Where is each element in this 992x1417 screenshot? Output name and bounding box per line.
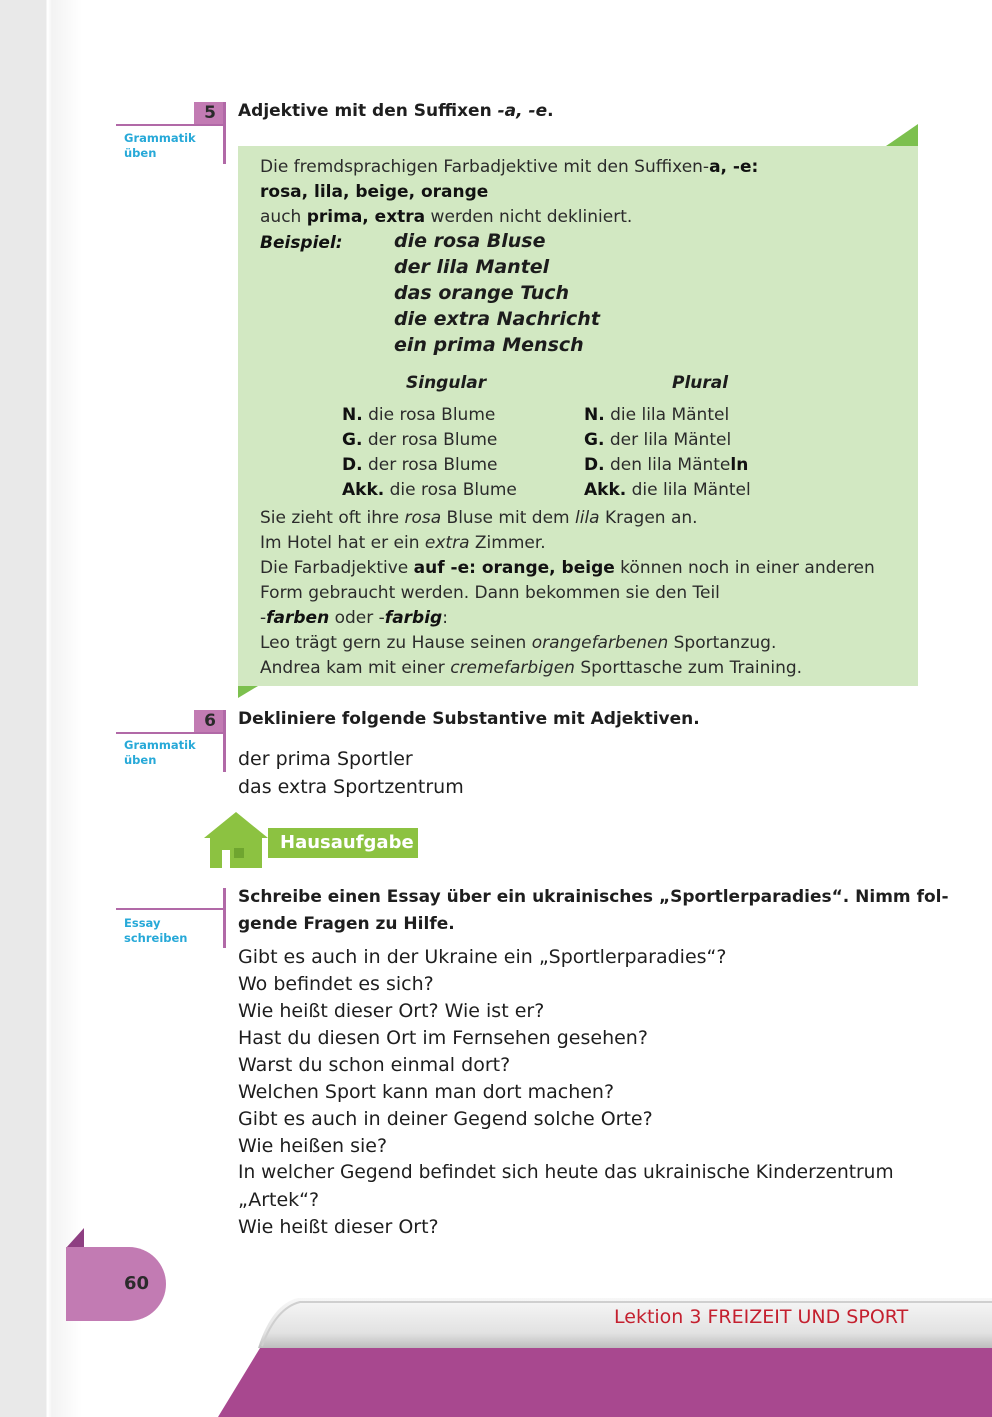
homework-banner: Hausaufgabe [268,828,418,858]
side-label-line1: Grammatik [124,738,196,752]
text: Kragen an. [599,508,698,528]
case-label: Akk. [342,480,385,500]
homework-question: Wie heißen sie? [238,1135,388,1157]
example-item: das orange Tuch [394,282,570,304]
text: Bluse mit dem [441,508,575,528]
bold-italic-text: farbig [384,608,443,628]
bold-text: prima, extra [306,207,426,227]
bold-italic-text: farben [266,608,330,628]
case-label: G. [342,430,363,450]
homework-question: Warst du schon einmal dort? [238,1054,511,1076]
example-item: die extra Nachricht [394,308,600,330]
homework-question: Welchen Sport kann man dort machen? [238,1081,615,1103]
italic-text: cremefarbigen [450,658,575,678]
case-text: der lila Mäntel [604,430,732,450]
case-label: Akk. [584,480,627,500]
case-label: D. [584,455,605,475]
case-text: der rosa Blume [362,455,498,475]
italic-text: lila [575,508,600,528]
bold-text: rosa, lila, beige, orange [260,182,489,202]
text: auch [260,207,307,227]
case-label: N. [584,405,605,425]
italic-text: rosa [404,508,442,528]
example-item: ein prima Mensch [394,334,584,356]
text: Sporttasche zum Training. [574,658,803,678]
text: Leo trägt gern zu Hause seinen [260,633,532,653]
exercise-6-item: das extra Sportzentrum [238,776,464,798]
text: werden nicht dekliniert. [425,207,633,227]
exercise-5-number: 5 [194,102,226,124]
title-suffixes: -a, -e [497,101,548,121]
text: - [260,608,267,628]
box-sentence-4: Form gebraucht werden. Dann bekommen sie den Teil [260,583,720,603]
bold-text: auf -e: orange, beige [413,558,615,578]
exercise-6-number: 6 [194,710,226,732]
italic-text: extra [424,533,470,553]
bold-ending: ln [730,455,749,475]
case-text: die rosa Blume [362,405,496,425]
text: : [442,608,448,628]
homework-question: Gibt es auch in der Ukraine ein „Sportlerparadies“? [238,946,727,968]
side-label-line2: üben [124,753,157,767]
italic-text: orangefarbenen [531,633,669,653]
title-prefix: Adjektive mit den Suffixen [238,101,498,121]
example-item: der lila Mantel [394,256,550,278]
text: können noch in einer anderen [614,558,875,578]
homework-question: Hast du diesen Ort im Fernsehen gesehen? [238,1027,648,1049]
case-text: die rosa Blume [384,480,517,500]
text: Im Hotel hat er ein [260,533,425,553]
text: Die Farbadjektive [260,558,414,578]
exercise-6-item: der prima Sportler [238,748,413,770]
homework-question: Wie heißt dieser Ort? [238,1216,439,1238]
side-label-line2: schreiben [124,931,188,945]
text: Sportanzug. [668,633,777,653]
text: oder - [329,608,385,628]
case-label: N. [342,405,363,425]
side-label-line2: üben [124,146,157,160]
homework-title-line-2: gende Fragen zu Hilfe. [238,914,455,934]
singular-header: Singular [406,373,487,393]
text: Sie zieht oft ihre [260,508,405,528]
text: Zimmer. [469,533,546,553]
homework-question: „Artek“? [238,1189,320,1211]
case-label: D. [342,455,363,475]
homework-question: In welcher Gegend befindet sich heute das ukrainische Kinderzentrum [238,1162,894,1183]
homework-title-line-1: Schreibe einen Essay über ein ukrainisches „Sportlerparadies“. Nimm fol- [238,887,949,907]
side-label-line1: Grammatik [124,131,196,145]
example-item: die rosa Bluse [394,230,546,252]
text: Die fremdsprachigen Farbadjektive mit den Suffixen- [260,157,710,177]
title-end: . [547,101,554,121]
case-text: der rosa Blume [362,430,498,450]
page-number: 60 [124,1273,150,1294]
case-label: G. [584,430,605,450]
plural-header: Plural [672,373,729,393]
case-text: die lila Mäntel [604,405,730,425]
side-label-line1: Essay [124,916,161,930]
case-text: den lila Mänte [604,455,731,475]
lesson-title: Lektion 3 FREIZEIT UND SPORT [614,1306,909,1328]
bold-text: a, -e: [709,157,759,177]
text: Andrea kam mit einer [260,658,451,678]
homework-question: Gibt es auch in deiner Gegend solche Orte? [238,1108,653,1130]
homework-question: Wo befindet es sich? [238,973,434,995]
homework-question: Wie heißt dieser Ort? Wie ist er? [238,1000,545,1022]
exercise-6-title: Dekliniere folgende Substantive mit Adjektiven. [238,709,700,729]
example-label-text: Beispiel: [260,233,343,253]
case-text: die lila Mäntel [626,480,751,500]
